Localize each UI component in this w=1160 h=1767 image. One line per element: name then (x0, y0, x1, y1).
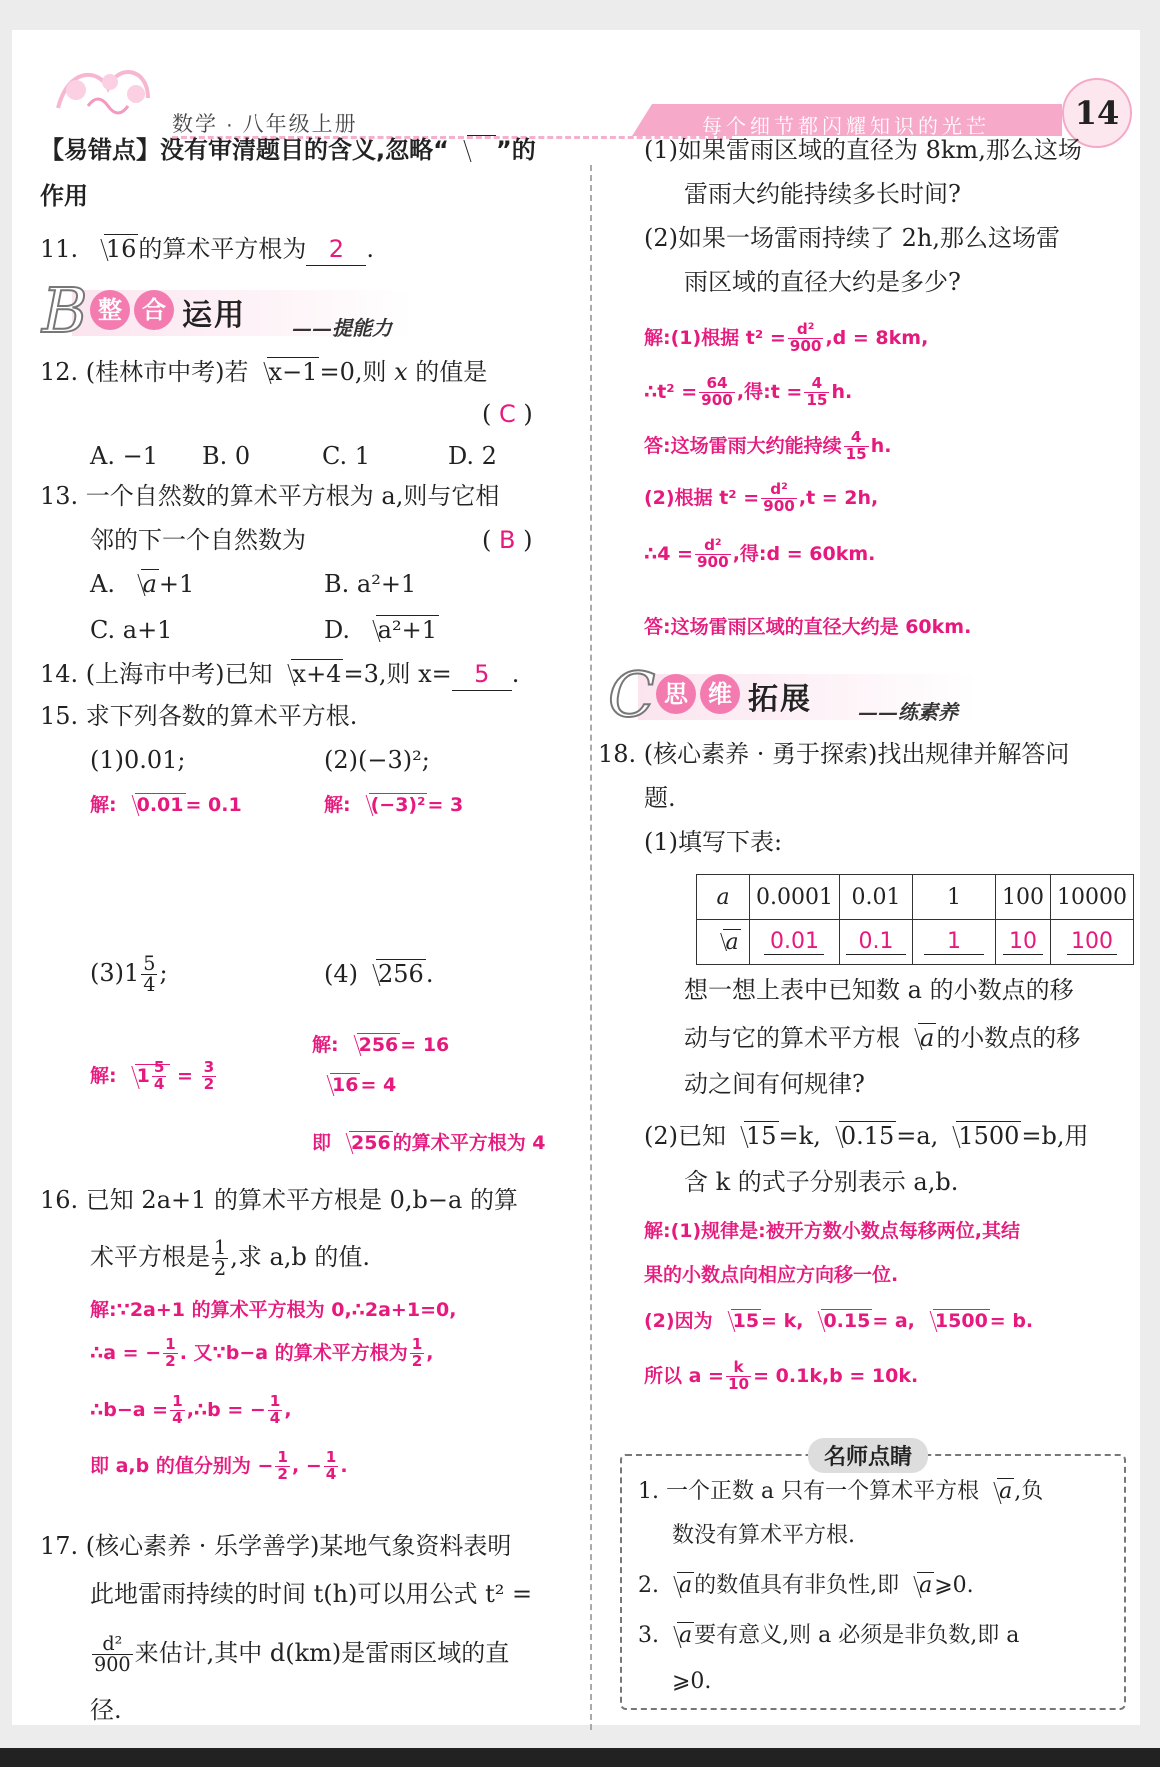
column-divider (590, 165, 592, 1730)
question-13-option-b: B. a²+1 (324, 570, 417, 598)
answer-blank-11[interactable]: 2 (306, 233, 366, 266)
question-12: 12. (桂林市中考)若 x−1=0,则 x 的值是 (40, 358, 488, 386)
question-12-option-c: C. 1 (322, 442, 371, 470)
solution-15-4-line1: 解: 256 = 16 (312, 1030, 449, 1060)
table-answer-cell[interactable]: 1 (912, 920, 995, 965)
question-18-think-3: 动之间有何规律? (684, 1070, 865, 1098)
section-c-tag: ——练素养 (858, 700, 958, 724)
question-13-option-a: A. a+1 (90, 570, 195, 598)
table-row (697, 920, 1134, 965)
bottom-bar (0, 1748, 1160, 1767)
teacher-tips-title: 名师点睛 (808, 1438, 928, 1473)
question-16-line2: 术平方根是 $\frac{1}{2}$ ,求 a,b 的值. (90, 1236, 371, 1281)
table-cell: 10000 (1050, 875, 1133, 920)
solution-15-4-line3: 即 256 的算术平方根为 4 (312, 1128, 546, 1158)
solution-16-line1: 解:∵2a+1 的算术平方根为 0,∴2a+1=0, (90, 1299, 457, 1321)
section-c-banner (608, 658, 1008, 731)
question-17-line4: 径. (90, 1696, 122, 1724)
solution-17-line4: (2)根据 t² = $\frac{\text{d²}}{900}$ ,t = 2h, (644, 480, 879, 515)
solution-18-line4: 所以 a = $\frac{k}{10}$ = 0.1k,b = 10k. (644, 1358, 919, 1393)
question-18-2: (2)已知 15=k, 0.15=a, 1500=b,用 (644, 1122, 1089, 1150)
question-12-option-d: D. 2 (448, 442, 497, 470)
question-18-line2: 题. (644, 784, 676, 812)
solution-18-line3: (2)因为 15 = k, 0.15 = a, 1500 = b. (644, 1306, 1033, 1336)
table-header-sqrt-a: a (697, 920, 750, 965)
solution-16-line3: ∴b−a = $\frac{1}{4}$ ,∴b = − $\frac{1}{4}$ , (90, 1392, 292, 1427)
solution-17-line1: 解:(1)根据 t² = $\frac{\text{d²}}{900}$ ,d = 8km, (644, 320, 929, 355)
table-cell: 0.0001 (750, 875, 840, 920)
subject-label: 数学 · 八年级上册 (172, 113, 358, 136)
answer-blank-14[interactable]: 5 (452, 658, 512, 691)
answer-choice-13[interactable]: B (499, 526, 516, 554)
solution-15-2: 解: (−3)² = 3 (324, 790, 463, 820)
question-17-2-line2: 雨区域的直径大约是多少? (684, 268, 961, 296)
question-15-3: (3)1 $\frac{5}{4}$ ; (90, 952, 168, 997)
table-answer-cell[interactable]: 10 (995, 920, 1050, 965)
question-15-4: (4) 256. (324, 960, 434, 988)
question-18-think-2: 动与它的算术平方根 a的小数点的移 (684, 1024, 1081, 1052)
section-b-circle-2: 合 (134, 290, 174, 330)
page-header (42, 52, 1122, 138)
solution-18-line2: 果的小数点向相应方向移一位. (644, 1264, 899, 1286)
solution-16-line4: 即 a,b 的值分别为 − $\frac{1}{2}$ , − $\frac{1}{4}$ . (90, 1448, 348, 1483)
question-13-option-c: C. a+1 (90, 616, 173, 644)
question-18: 18. (核心素养 · 勇于探索)找出规律并解答问 (598, 740, 1070, 768)
question-18-think-1: 想一想上表中已知数 a 的小数点的移 (684, 976, 1074, 1004)
section-c-word: 拓展 (748, 682, 812, 717)
question-15-1: (1)0.01; (90, 746, 186, 774)
table-cell: 1 (912, 875, 995, 920)
solution-15-3: 解: 1 $\frac{5}{4}$ = $\frac{3}{2}$ (90, 1058, 215, 1093)
question-15-2: (2)(−3)²; (324, 746, 430, 774)
table-answer-cell[interactable]: 0.01 (750, 920, 840, 965)
sqrt-table (696, 874, 1134, 965)
table-answer-cell[interactable]: 100 (1050, 920, 1133, 965)
tip-item-3: 3. a要有意义,则 a 必须是非负数,即 a (638, 1620, 1019, 1652)
table-cell: 0.01 (839, 875, 912, 920)
solution-17-line2: ∴t² = $\frac{64}{900}$ ,得:t = $\frac{4}{15}$ h. (644, 374, 853, 409)
section-b-letter: B (42, 274, 88, 347)
solution-16-line2: ∴a = − $\frac{1}{2}$ . 又∵b−a 的算术平方根为 $\frac{1}{2}$ , (90, 1335, 434, 1370)
question-13-line2: 邻的下一个自然数为 (90, 526, 306, 554)
solution-17-line6: 答:这场雷雨区域的直径大约是 60km. (644, 616, 972, 638)
section-b-word: 运用 (182, 298, 246, 333)
question-17-1: (1)如果雷雨区域的直径为 8km,那么这场 (644, 136, 1082, 164)
question-12-answer: ( C ) (482, 400, 533, 428)
question-12-option-b: B. 0 (202, 442, 251, 470)
tip-item-1-line2: 数没有算术平方根. (672, 1523, 855, 1548)
question-13-answer: ( B ) (482, 526, 533, 554)
solution-17-line5: ∴4 = $\frac{\text{d²}}{900}$ ,得:d = 60km. (644, 536, 876, 571)
table-cell: 100 (995, 875, 1050, 920)
question-17: 17. (核心素养 · 乐学善学)某地气象资料表明 (40, 1532, 512, 1560)
solution-15-4-line2: 16 = 4 (312, 1070, 396, 1100)
tip-item-1: 1. 一个正数 a 只有一个算术平方根 a,负 (638, 1476, 1043, 1508)
question-18-2-line2: 含 k 的式子分别表示 a,b. (684, 1168, 959, 1196)
error-point: 【易错点】没有审清题目的含义,忽略“ ”的 (40, 136, 536, 164)
section-b-banner (42, 274, 442, 347)
section-b-tag: ——提能力 (292, 316, 392, 340)
solution-18-line1: 解:(1)规律是:被开方数小数点每移两位,其结 (644, 1220, 1021, 1242)
page-number: 14 (1062, 78, 1132, 148)
question-12-option-a: A. −1 (90, 442, 158, 470)
slogan: 每个细节都闪耀知识的光芒 (702, 116, 990, 138)
question-17-2: (2)如果一场雷雨持续了 2h,那么这场雷 (644, 224, 1060, 252)
error-point-line2: 作用 (40, 182, 88, 210)
table-row (697, 875, 1134, 920)
answer-choice-12[interactable]: C (499, 400, 516, 428)
tip-item-2: 2. a的数值具有非负性,即 a⩾0. (638, 1570, 974, 1602)
question-17-line3: $\frac{\text{d²}}{900}$ 来估计,其中 d(km)是雷雨区域的直 (94, 1632, 510, 1677)
section-c-circle-1: 思 (656, 674, 696, 714)
question-18-1: (1)填写下表: (644, 828, 783, 856)
section-b-circle-1: 整 (90, 290, 130, 330)
question-13-option-d: D. a²+1 (324, 616, 437, 644)
question-17-1-line2: 雷雨大约能持续多长时间? (684, 180, 961, 208)
section-c-letter: C (608, 658, 656, 731)
question-15: 15. 求下列各数的算术平方根. (40, 702, 358, 730)
solution-15-1: 解: 0.01 = 0.1 (90, 790, 242, 820)
table-header-a: a (697, 875, 750, 920)
question-13: 13. 一个自然数的算术平方根为 a,则与它相 (40, 482, 500, 510)
question-16: 16. 已知 2a+1 的算术平方根是 0,b−a 的算 (40, 1186, 518, 1214)
section-c-circle-2: 维 (700, 674, 740, 714)
question-17-line2: 此地雷雨持续的时间 t(h)可以用公式 t² = (90, 1580, 533, 1608)
solution-17-line3: 答:这场雷雨大约能持续 $\frac{4}{15}$ h. (644, 428, 892, 463)
table-answer-cell[interactable]: 0.1 (839, 920, 912, 965)
page (12, 30, 1140, 1725)
question-14: 14. (上海市中考)已知 x+4=3,则 x= 5 . (40, 658, 519, 691)
flower-ornament-icon (48, 58, 158, 118)
tip-item-3-line2: ⩾0. (672, 1669, 712, 1694)
question-11: 11. 16的算术平方根为 2 . (40, 233, 374, 266)
